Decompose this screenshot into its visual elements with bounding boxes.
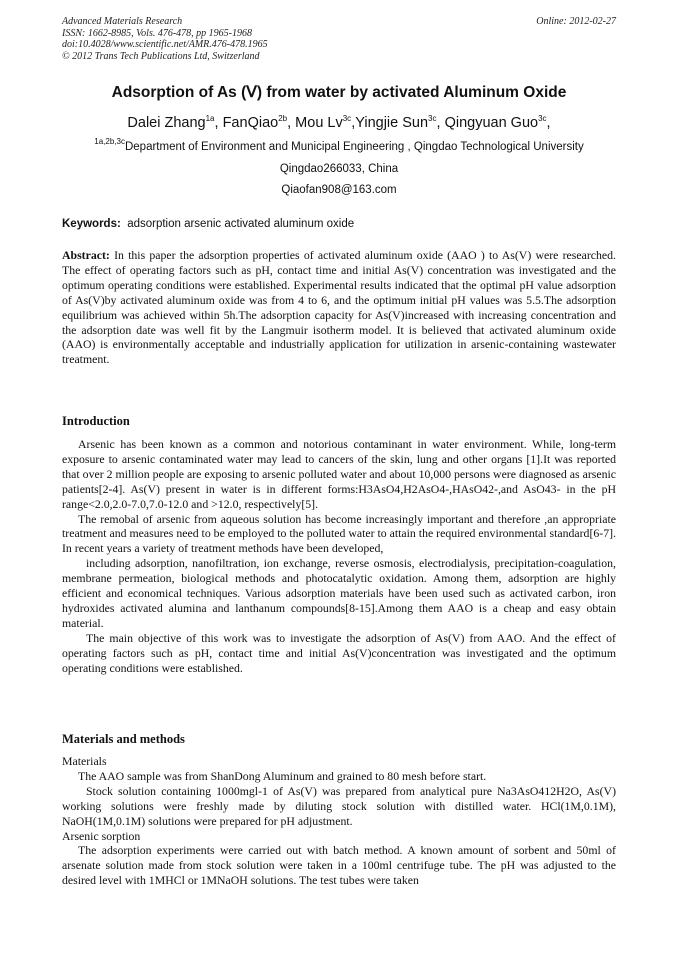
author-list: Dalei Zhang$^{1a}$, FanQiao$^{2b}$, Mou $Lv^{3c},Yingjie$ Sun$^{3c}$, Qingyuan Guo$^{3c}$, xyxy=(127,114,551,131)
introduction-paragraph: The main objective of this work was to investigate the adsorption of As(V) from AAO. And the effect of operating factors such as pH, contact time and initial As(V)concentration was investigated and the optimum operating conditions were established. xyxy=(62,630,616,675)
author-name: FanQiao xyxy=(222,115,279,131)
contact-email: Qiaofan908@163.com xyxy=(281,184,397,196)
author-name: Yingjie Sun xyxy=(355,115,429,131)
journal-header xyxy=(62,16,616,62)
introduction-paragraph: including adsorption, nanofiltration, ion exchange, reverse osmosis, electrodialysis, precipitation-coagulation, membrane permeation, biological methods and photocatalytic oxidation. Among them, adsorption are highly efficient and economical techniques. Various adsorption materials have been used such as activated carbon, iron hydroxides activated alumina and lanthanum compounds[8-15].Among them AAO is a cheap and easy obtain material. xyxy=(62,556,616,630)
author-name: Qingyuan Guo xyxy=(444,115,539,131)
abstract-text: In this paper the adsorption properties of activated aluminum oxide (AAO ) to As(V) were researched. The effect of operating factors such as pH, contact time and initial As(V) concentration was investigated and the optimum operating conditions were established. Experimental results indicated that the optimal pH value adsorption of As(V)by activated aluminum oxide was from 4 to 6, and the optimum initial pH values was 5.5.The adsorption equilibrium was achieved within 5h.The adsorption capacity for As(V)increased with increasing concentration and the adsorption date was well fit by the Langmuir isotherm model. It is believed that activated aluminum oxide (AAO) is environmentally acceptable and industrially application for utilization in arsenic-containing wastewater treatment. xyxy=(62,248,616,367)
author-affiliation-mark: 3c xyxy=(538,114,547,123)
affiliation-text: Department of Environment and Municipal Engineering , Qingdao Technological University xyxy=(124,141,584,153)
paper-title: Adsorption of As (Ⅴ) from water by activated Aluminum Oxide xyxy=(111,84,567,101)
methods-paragraph: Stock solution containing 1000mgl-1 of As(V) was prepared from analytical pure Na3AsO412H2O, As(V) working solutions were freshly made by diluting stock solution with distilled water. HCl(1M,0.1M), NaOH(1M,0.1M) solutions were prepared for pH adjustment. xyxy=(62,783,616,828)
journal-name: Advanced Materials Research xyxy=(62,16,183,27)
affiliation-mark: 1a,2b,3c xyxy=(94,137,125,146)
introduction-paragraph: Arsenic has been known as a common and notorious contaminant in water environment. While, long-term exposure to arsenic contaminated water may lead to cancers of the skin, lung and other organs [1].It was reported that over 2 million people are exposing to arsenic polluted water and about 10,000 persons were diagnosed as arsenic patients[2-4]. As(V) present in water is in different forms:H3AsO4,H2AsO4-,HAsO42-,and AsO43- in the pH range<2.0,2.0-7.0,7.0-12.0 and >12.0, respectively[5]. xyxy=(62,437,616,511)
methods-body xyxy=(62,754,616,888)
issn-line: ISSN: 1662-8985, Vols. 476-478, pp 1965-1968 xyxy=(62,27,252,39)
keywords-label: Keywords: xyxy=(62,218,121,230)
keywords-text: adsorption arsenic activated aluminum oxide xyxy=(127,218,355,230)
abstract-label: Abstract: xyxy=(62,248,110,262)
subsection-heading: Materials xyxy=(62,754,107,768)
introduction-body xyxy=(62,437,616,676)
author-name: Mou Lv xyxy=(295,115,343,131)
author-affiliation-mark: 2b xyxy=(278,114,288,123)
methods-heading: Materials and methods xyxy=(62,732,185,746)
author-affiliation-mark: 3c xyxy=(428,114,437,123)
introduction-paragraph: The remobal of arsenic from aqueous solution has become increasingly important and therefore ,an appropriate treatment and measures need to be employed to the polluted water to attain the required environmental standard[6-7]. In recent years a variety of treatment methods have been developed, xyxy=(62,511,616,556)
methods-paragraph: The adsorption experiments were carried out with batch method. A known amount of sorbent and 50ml of arsenate solution made from stock solution were taken in a 100ml centrifuge tube. The pH was adjusted to the desired level with 1MHCl or 1MNaOH solutions. The test tubes were taken xyxy=(62,843,616,888)
abstract xyxy=(62,248,616,367)
introduction-heading: Introduction xyxy=(62,414,130,428)
author-affiliation-mark: 3c xyxy=(342,114,352,123)
author-affiliation-mark: 1a xyxy=(205,114,215,123)
methods-paragraph: The AAO sample was from ShanDong Aluminum and grained to 80 mesh before start. xyxy=(78,768,487,783)
author-name: Dalei Zhang xyxy=(127,115,206,131)
doi-line: doi:10.4028/www.scientific.net/AMR.476-478.1965 xyxy=(62,39,268,50)
affiliation xyxy=(20,137,658,153)
affiliation-city: Qingdao266033, China xyxy=(279,163,399,175)
copyright-line: © 2012 Trans Tech Publications Ltd, Switzerland xyxy=(62,50,260,62)
subsection-heading: Arsenic sorption xyxy=(62,828,141,843)
online-date: Online: 2012-02-27 xyxy=(536,16,616,27)
keywords xyxy=(62,218,354,230)
